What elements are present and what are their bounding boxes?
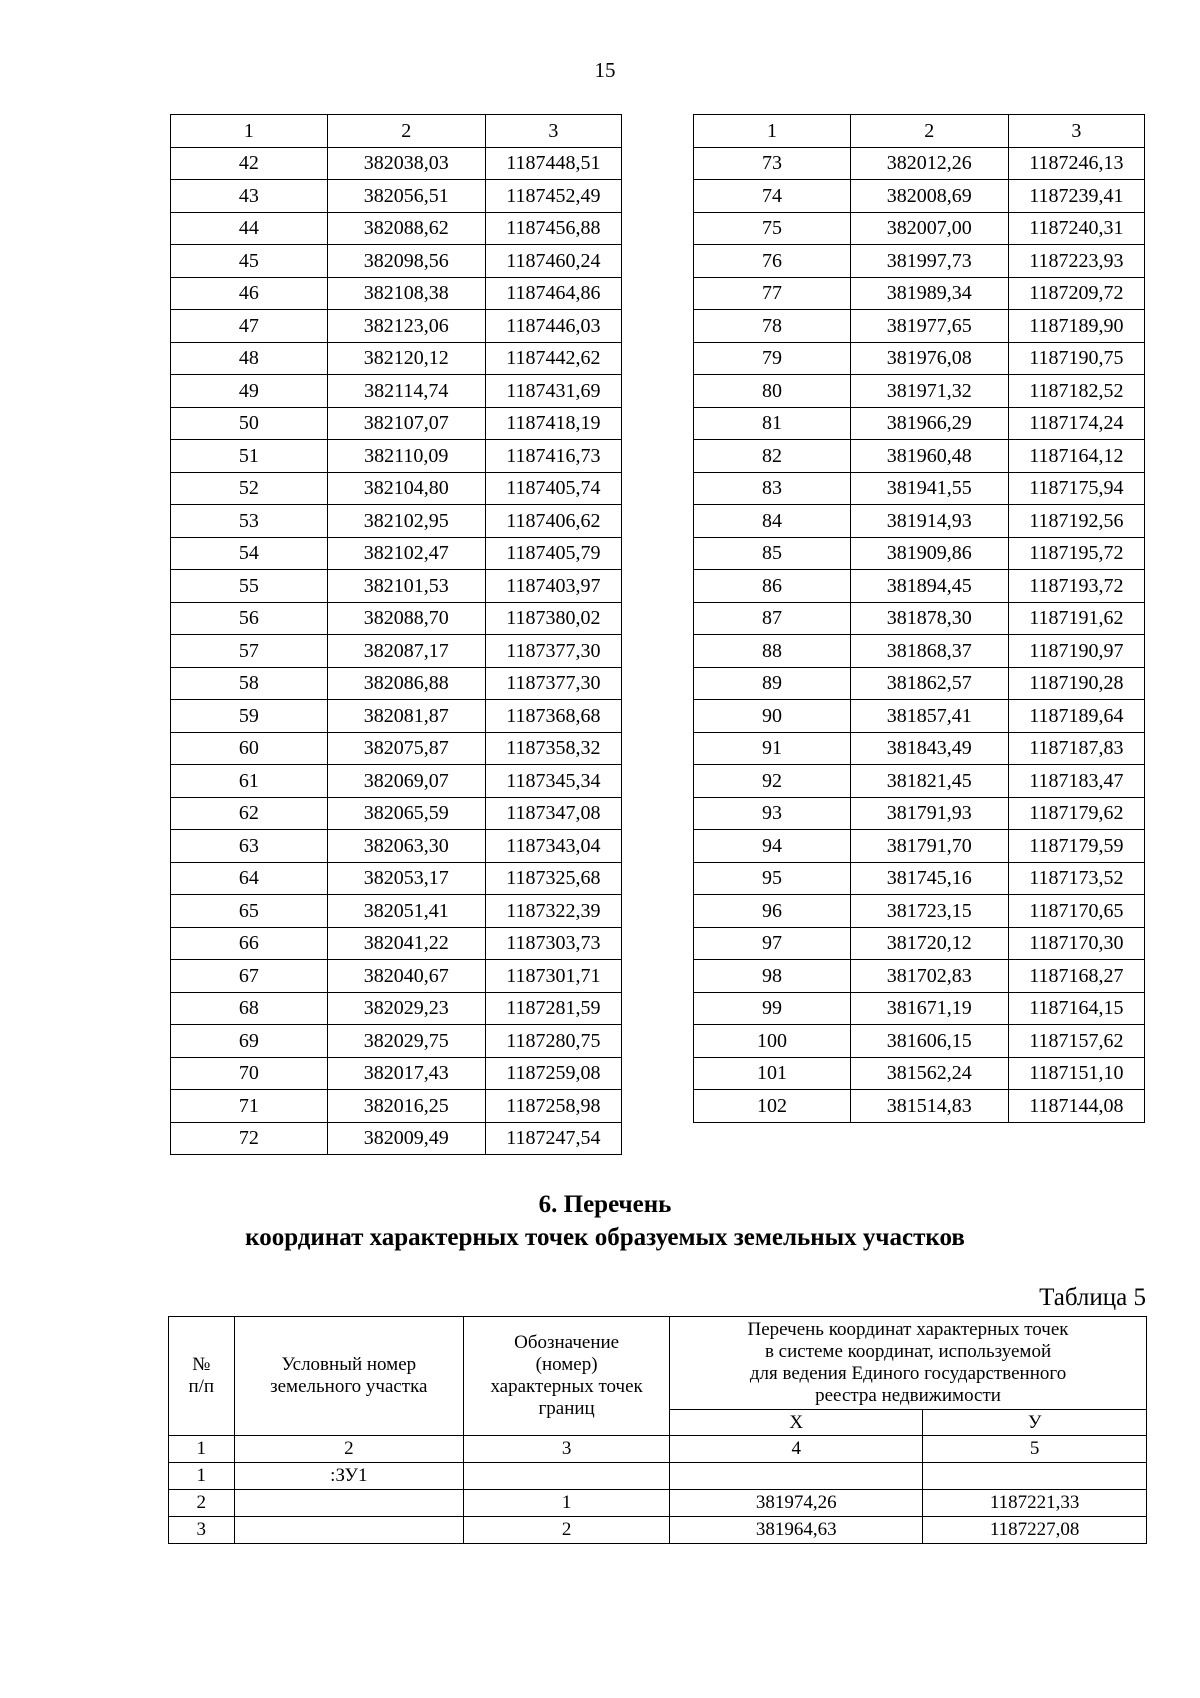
table-cell: 382029,75	[327, 1025, 485, 1058]
table-cell: 90	[694, 700, 851, 733]
table-cell: 78	[694, 310, 851, 343]
table-cell: 1187377,30	[485, 667, 621, 700]
table-cell: 382007,00	[850, 212, 1008, 245]
table-cell: 382107,07	[327, 407, 485, 440]
table-cell: 3	[485, 115, 621, 148]
table-row	[694, 440, 1145, 473]
table-row	[171, 1025, 622, 1058]
table-cell: 98	[694, 960, 851, 993]
table-cell: 85	[694, 537, 851, 570]
table-cell: 382069,07	[327, 765, 485, 798]
table-row	[171, 212, 622, 245]
table-row	[171, 537, 622, 570]
table-cell: 381960,48	[850, 440, 1008, 473]
table-caption: Таблица 5	[1039, 1284, 1146, 1311]
table-cell: 381941,55	[850, 472, 1008, 505]
table-cell: 2	[850, 115, 1008, 148]
table-row	[694, 245, 1145, 278]
header-x: Х	[670, 1410, 923, 1436]
table-row	[171, 927, 622, 960]
table-cell: 382088,70	[327, 602, 485, 635]
table-cell: 1187377,30	[485, 635, 621, 668]
table-cell: 45	[171, 245, 328, 278]
table-row	[171, 797, 622, 830]
table-cell: 381562,24	[850, 1057, 1008, 1090]
table-cell: 1	[169, 1463, 235, 1490]
table-row	[694, 765, 1145, 798]
header-y: У	[923, 1410, 1147, 1436]
table-cell: 51	[171, 440, 328, 473]
table-row	[694, 277, 1145, 310]
table-cell: 1187157,62	[1008, 1025, 1144, 1058]
table-row	[694, 797, 1145, 830]
table-cell: 381606,15	[850, 1025, 1008, 1058]
table-cell: 69	[171, 1025, 328, 1058]
table-header-row	[694, 115, 1145, 148]
table-cell: 2	[169, 1490, 235, 1517]
table-row	[171, 375, 622, 408]
section-title-line2: координат характерных точек образуемых земельных участков	[245, 1224, 965, 1251]
table-cell: 73	[694, 147, 851, 180]
table-cell: 1187406,62	[485, 505, 621, 538]
table-cell: 44	[171, 212, 328, 245]
table-row	[169, 1463, 1147, 1490]
table-cell: 1187418,19	[485, 407, 621, 440]
table-cell: 46	[171, 277, 328, 310]
table-cell: 75	[694, 212, 851, 245]
table-row	[694, 635, 1145, 668]
table-cell: 382053,17	[327, 862, 485, 895]
table-cell: 382104,80	[327, 472, 485, 505]
table-row	[171, 180, 622, 213]
table-row	[694, 667, 1145, 700]
table-cell: 64	[171, 862, 328, 895]
table-cell: 1187209,72	[1008, 277, 1144, 310]
table-cell: 1187182,52	[1008, 375, 1144, 408]
table-cell: 1187223,93	[1008, 245, 1144, 278]
table-cell: 1187175,94	[1008, 472, 1144, 505]
table-row	[171, 862, 622, 895]
table-row	[171, 602, 622, 635]
table-cell	[464, 1463, 670, 1490]
table-cell: 381966,29	[850, 407, 1008, 440]
table-row	[171, 570, 622, 603]
table-cell	[234, 1517, 464, 1544]
table-row	[694, 1057, 1145, 1090]
table-cell: 61	[171, 765, 328, 798]
table-cell: 381894,45	[850, 570, 1008, 603]
table-cell: 1187221,33	[923, 1490, 1147, 1517]
column-number-row	[169, 1436, 1147, 1463]
table-row	[171, 472, 622, 505]
table-cell: 382098,56	[327, 245, 485, 278]
table-row	[694, 862, 1145, 895]
table-cell: 382101,53	[327, 570, 485, 603]
table-cell: 1187190,97	[1008, 635, 1144, 668]
table-cell: 48	[171, 342, 328, 375]
table-row	[171, 1057, 622, 1090]
table-cell: 381909,86	[850, 537, 1008, 570]
table-row	[694, 537, 1145, 570]
table-cell: 1187343,04	[485, 830, 621, 863]
table-cell: 381971,32	[850, 375, 1008, 408]
table-cell: 1	[694, 115, 851, 148]
table-cell: 1187170,30	[1008, 927, 1144, 960]
table-cell: 382038,03	[327, 147, 485, 180]
table-row	[694, 1090, 1145, 1123]
table-row	[694, 732, 1145, 765]
table-cell: 86	[694, 570, 851, 603]
table-row	[694, 310, 1145, 343]
table-cell: 3	[169, 1517, 235, 1544]
table-cell: 382012,26	[850, 147, 1008, 180]
table-cell: 3	[1008, 115, 1144, 148]
table-row	[694, 180, 1145, 213]
table-cell: 1187442,62	[485, 342, 621, 375]
table-cell: 381791,70	[850, 830, 1008, 863]
table-cell: 1187403,97	[485, 570, 621, 603]
table-cell: 1187164,15	[1008, 992, 1144, 1025]
table-cell: 65	[171, 895, 328, 928]
table-cell: 382102,47	[327, 537, 485, 570]
table-cell: 1187170,65	[1008, 895, 1144, 928]
table-cell: 95	[694, 862, 851, 895]
table-cell: 1187405,79	[485, 537, 621, 570]
table-cell: 71	[171, 1090, 328, 1123]
table-cell: 381720,12	[850, 927, 1008, 960]
table-cell: 1	[464, 1490, 670, 1517]
table-cell: 1187446,03	[485, 310, 621, 343]
table-cell: 1187281,59	[485, 992, 621, 1025]
table-row	[694, 570, 1145, 603]
table-cell: 382088,62	[327, 212, 485, 245]
table-cell: 1187452,49	[485, 180, 621, 213]
table-cell: 1187259,08	[485, 1057, 621, 1090]
table-row	[171, 245, 622, 278]
table-cell: 382056,51	[327, 180, 485, 213]
section-title	[0, 1188, 1200, 1254]
table-row	[171, 1090, 622, 1123]
table-cell: 381868,37	[850, 635, 1008, 668]
table-cell: 92	[694, 765, 851, 798]
table-cell: 49	[171, 375, 328, 408]
table-row	[694, 700, 1145, 733]
header-designation: Обозначение (номер) характерных точек границ	[464, 1317, 670, 1436]
table-cell: 1187174,24	[1008, 407, 1144, 440]
table-cell: 1187183,47	[1008, 765, 1144, 798]
table-cell: 381974,26	[670, 1490, 923, 1517]
table-cell: 1187192,56	[1008, 505, 1144, 538]
table-cell: 52	[171, 472, 328, 505]
table-row	[171, 895, 622, 928]
table-row	[694, 1025, 1145, 1058]
table-cell: 87	[694, 602, 851, 635]
section-title-line1: 6. Перечень	[538, 1191, 672, 1218]
table-cell: 1187187,83	[1008, 732, 1144, 765]
parcel-coordinates-table	[168, 1316, 1147, 1544]
table-cell: 1187405,74	[485, 472, 621, 505]
table-row	[171, 342, 622, 375]
table-row	[694, 472, 1145, 505]
table-cell: 1187280,75	[485, 1025, 621, 1058]
table-row	[694, 895, 1145, 928]
table-cell: 82	[694, 440, 851, 473]
table-cell: 381989,34	[850, 277, 1008, 310]
table-row	[171, 1122, 622, 1155]
table-cell: 382041,22	[327, 927, 485, 960]
table-row	[171, 830, 622, 863]
table-cell: 89	[694, 667, 851, 700]
table-row	[171, 440, 622, 473]
table-cell: 382108,38	[327, 277, 485, 310]
table-cell: 54	[171, 537, 328, 570]
table-cell: 50	[171, 407, 328, 440]
table-row	[694, 407, 1145, 440]
table-cell: 1187144,08	[1008, 1090, 1144, 1123]
table-cell: 1187240,31	[1008, 212, 1144, 245]
table-row	[694, 147, 1145, 180]
table-cell: 97	[694, 927, 851, 960]
table-cell: 1187347,08	[485, 797, 621, 830]
table-cell: 1187368,68	[485, 700, 621, 733]
table-cell: 62	[171, 797, 328, 830]
table-cell: 1187168,27	[1008, 960, 1144, 993]
table-cell: 382017,43	[327, 1057, 485, 1090]
table-row	[169, 1517, 1147, 1544]
table-cell: 43	[171, 180, 328, 213]
table-cell: 84	[694, 505, 851, 538]
table-cell: 382051,41	[327, 895, 485, 928]
table-header-row	[171, 115, 622, 148]
table-cell: 1187195,72	[1008, 537, 1144, 570]
table-cell: 70	[171, 1057, 328, 1090]
table-cell: 382110,09	[327, 440, 485, 473]
table-row	[171, 147, 622, 180]
table-row	[171, 635, 622, 668]
table-cell: 1187345,34	[485, 765, 621, 798]
page-number: 15	[594, 58, 616, 82]
table-cell: 1187193,72	[1008, 570, 1144, 603]
table-cell: 59	[171, 700, 328, 733]
table-cell: 72	[171, 1122, 328, 1155]
table-cell: 94	[694, 830, 851, 863]
table-row	[694, 830, 1145, 863]
table-cell: 1187239,41	[1008, 180, 1144, 213]
table-cell: 382065,59	[327, 797, 485, 830]
table-row	[694, 992, 1145, 1025]
table-cell: 381964,63	[670, 1517, 923, 1544]
table-cell: 63	[171, 830, 328, 863]
table-cell: 1187301,71	[485, 960, 621, 993]
table-cell: 57	[171, 635, 328, 668]
table-cell: 1187151,10	[1008, 1057, 1144, 1090]
table-cell: 1187460,24	[485, 245, 621, 278]
table-cell: 60	[171, 732, 328, 765]
column-number-cell: 3	[464, 1436, 670, 1463]
table-cell: 67	[171, 960, 328, 993]
table-cell: 382102,95	[327, 505, 485, 538]
table-cell: 381671,19	[850, 992, 1008, 1025]
table-cell: 1187258,98	[485, 1090, 621, 1123]
table-cell: 74	[694, 180, 851, 213]
table-cell: 381791,93	[850, 797, 1008, 830]
table-cell	[670, 1463, 923, 1490]
table-cell: 1	[171, 115, 328, 148]
table-cell: 381702,83	[850, 960, 1008, 993]
table-cell: 382040,67	[327, 960, 485, 993]
table-cell: 1187358,32	[485, 732, 621, 765]
table-cell: 1187247,54	[485, 1122, 621, 1155]
table-cell: 1187190,75	[1008, 342, 1144, 375]
table-row	[694, 960, 1145, 993]
column-number-cell: 5	[923, 1436, 1147, 1463]
table-cell: 1187380,02	[485, 602, 621, 635]
table-cell: 102	[694, 1090, 851, 1123]
table-row	[171, 960, 622, 993]
table-cell: 1187246,13	[1008, 147, 1144, 180]
table-row	[694, 212, 1145, 245]
table-cell: 381821,45	[850, 765, 1008, 798]
table-cell: 83	[694, 472, 851, 505]
table-cell: 42	[171, 147, 328, 180]
table-row	[171, 310, 622, 343]
table-cell: 1187456,88	[485, 212, 621, 245]
table-cell: 2	[327, 115, 485, 148]
table-cell: 1187164,12	[1008, 440, 1144, 473]
table-cell: 1187303,73	[485, 927, 621, 960]
table-cell: 381843,49	[850, 732, 1008, 765]
table-cell: 1187325,68	[485, 862, 621, 895]
table-cell: 382008,69	[850, 180, 1008, 213]
table-cell: 1187191,62	[1008, 602, 1144, 635]
table-cell	[234, 1490, 464, 1517]
table-cell: 1187322,39	[485, 895, 621, 928]
table-cell: 381723,15	[850, 895, 1008, 928]
table-cell: 66	[171, 927, 328, 960]
table-cell: 81	[694, 407, 851, 440]
table-cell: 1187431,69	[485, 375, 621, 408]
table-cell: 382086,88	[327, 667, 485, 700]
table-cell: 56	[171, 602, 328, 635]
table-row	[694, 602, 1145, 635]
table-cell: 1187189,64	[1008, 700, 1144, 733]
table-row	[171, 700, 622, 733]
table-cell: 91	[694, 732, 851, 765]
column-number-cell: 1	[169, 1436, 235, 1463]
table-row	[694, 927, 1145, 960]
table-cell: 381976,08	[850, 342, 1008, 375]
table-row	[694, 505, 1145, 538]
table-row	[171, 407, 622, 440]
table-cell: 76	[694, 245, 851, 278]
table-cell: 381914,93	[850, 505, 1008, 538]
table-cell: 382063,30	[327, 830, 485, 863]
table-cell: 47	[171, 310, 328, 343]
table-cell: 1187189,90	[1008, 310, 1144, 343]
table-cell: 96	[694, 895, 851, 928]
table-cell: 68	[171, 992, 328, 1025]
table-cell: 381857,41	[850, 700, 1008, 733]
table-row	[171, 732, 622, 765]
table-cell: 1187190,28	[1008, 667, 1144, 700]
table-cell	[923, 1463, 1147, 1490]
table-row	[169, 1490, 1147, 1517]
table-cell: 77	[694, 277, 851, 310]
table-cell: 100	[694, 1025, 851, 1058]
table-cell: 101	[694, 1057, 851, 1090]
table-cell: 2	[464, 1517, 670, 1544]
table-cell: 55	[171, 570, 328, 603]
table-cell: 1187179,59	[1008, 830, 1144, 863]
table-cell: 1187227,08	[923, 1517, 1147, 1544]
table-cell: 381514,83	[850, 1090, 1008, 1123]
table-cell: 99	[694, 992, 851, 1025]
table-row	[171, 505, 622, 538]
table-cell: 93	[694, 797, 851, 830]
table-cell: 382087,17	[327, 635, 485, 668]
table-cell: 1187416,73	[485, 440, 621, 473]
column-number-cell: 2	[234, 1436, 464, 1463]
header-parcel: Условный номер земельного участка	[234, 1317, 464, 1436]
table-row	[171, 765, 622, 798]
table-row	[694, 375, 1145, 408]
table-cell: 80	[694, 375, 851, 408]
table-cell: 1187464,86	[485, 277, 621, 310]
coordinate-table-left	[170, 114, 622, 1155]
table-cell: 382114,74	[327, 375, 485, 408]
table-row	[171, 992, 622, 1025]
table-cell: 1187448,51	[485, 147, 621, 180]
table-cell: 382016,25	[327, 1090, 485, 1123]
table-cell: 1187173,52	[1008, 862, 1144, 895]
table-cell: 382081,87	[327, 700, 485, 733]
table-row	[694, 342, 1145, 375]
table-row	[171, 277, 622, 310]
table-cell: 88	[694, 635, 851, 668]
header-coords: Перечень координат характерных точек в системе координат, используемой для ведения Единого государственного реестра недвижимости	[670, 1317, 1147, 1410]
table-cell: 382029,23	[327, 992, 485, 1025]
table-cell: 1187179,62	[1008, 797, 1144, 830]
table-cell: 381977,65	[850, 310, 1008, 343]
table-cell: 381997,73	[850, 245, 1008, 278]
table-cell: 382120,12	[327, 342, 485, 375]
table-cell: 381878,30	[850, 602, 1008, 635]
coordinate-table-right	[693, 114, 1145, 1123]
table-cell: 382009,49	[327, 1122, 485, 1155]
table-cell: :ЗУ1	[234, 1463, 464, 1490]
table-cell: 79	[694, 342, 851, 375]
table-cell: 382075,87	[327, 732, 485, 765]
table-row	[171, 667, 622, 700]
table-cell: 58	[171, 667, 328, 700]
table-cell: 382123,06	[327, 310, 485, 343]
table-cell: 381745,16	[850, 862, 1008, 895]
table-cell: 53	[171, 505, 328, 538]
column-number-cell: 4	[670, 1436, 923, 1463]
header-num: № п/п	[169, 1317, 235, 1436]
table-cell: 381862,57	[850, 667, 1008, 700]
